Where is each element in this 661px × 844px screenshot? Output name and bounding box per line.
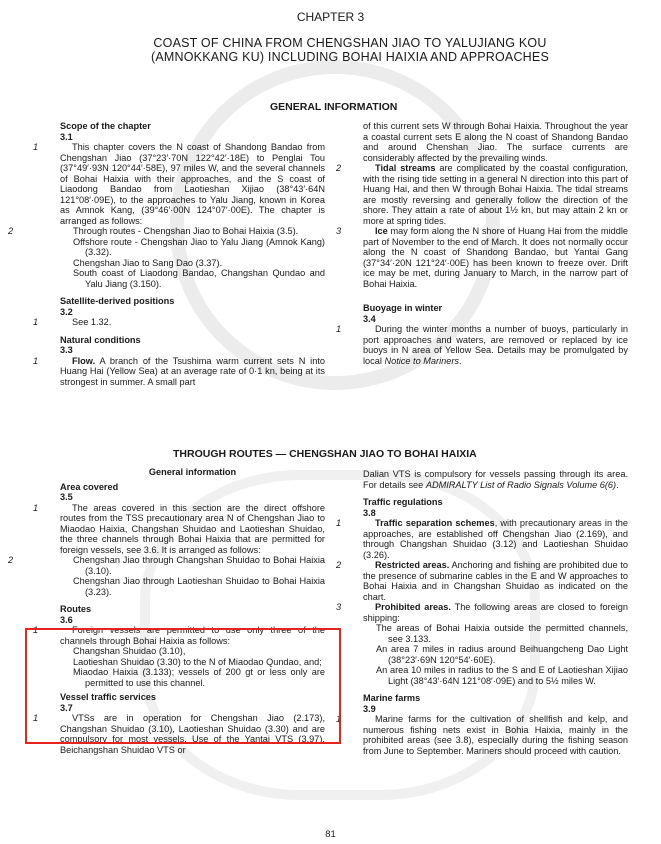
margin-number: 1 (336, 714, 342, 724)
route-item: Laotieshan Shuidao (3.30) to the N of Miaodao Qundao, and; (73, 656, 322, 667)
current-paragraph: of this current sets W through Bohai Haixia. Throughout the year a coastal current sets E along the N coast of Shandong Bandao and around Chenshan Jiao. The surface currents are considerably affected by the prevailing winds. (363, 121, 628, 163)
restricted-areas-paragraph: 2 Restricted areas. Anchoring and fishing are prohibited due to the presence of submarine cables in the E and W approaches to Bohai Haixia and in Changshan Shuidao as indicated on the chart. (336, 560, 628, 602)
tidal-paragraph: 2 Tidal streams are complicated by the coastal configuration, with the rising tide setting in a general N direction into this part of Huang Hai, and then W through Bohai Haixia. The tidal streams are mostly reversing and generally follow the direction of the shore. They attain a rate of about 1½ kn, but may attain 2 kn or more at spring tides. (336, 163, 628, 226)
margin-number: 1 (33, 713, 39, 723)
through-right-column (336, 469, 629, 756)
flow-paragraph: 1 Flow. A branch of the Tsushima warm current sets N into Huang Hai (Yellow Sea) at an average rate of 0·1 kn, being at its strongest in summer. A small part (33, 355, 325, 387)
natural-conditions-heading: Natural conditions (60, 334, 141, 345)
area-covered-number: 3.5 (60, 492, 73, 502)
margin-number: 3 (336, 226, 342, 236)
margin-number: 1 (336, 518, 342, 528)
marine-farms-number: 3.9 (363, 703, 376, 714)
margin-number: 2 (8, 226, 14, 236)
vts-heading: Vessel traffic services (60, 692, 157, 702)
buoyage-heading: Buoyage in winter (363, 303, 443, 313)
traffic-regulations-heading: Traffic regulations (363, 497, 443, 507)
traffic-regulations-number: 3.8 (363, 507, 376, 518)
scope-item: South coast of Liaodong Bandao, Changshan Qundao and Yalu Jiang (3.150). (73, 268, 325, 289)
buoyage-paragraph: 1 During the winter months a number of buoys, particularly in port approaches and waters, are removed or replaced by ice buoys in N area of Yellow Sea. Details may be promulgated by local Notice to Mariners. (336, 324, 628, 366)
satellite-heading: Satellite-derived positions (60, 296, 175, 306)
satellite-paragraph: 1 See 1.32. (33, 317, 112, 327)
area-item: Chengshan Jiao through Laotieshan Shuidao to Bohai Haixia (3.23). (73, 576, 325, 597)
scope-number: 3.1 (60, 131, 73, 142)
prohibited-item: An area 7 miles in radius around Beihuangcheng Dao Light (38°23′·69N 120°54′·60E). (376, 644, 628, 665)
margin-number: 2 (336, 560, 342, 570)
margin-number: 3 (336, 602, 342, 612)
scope-item: Chengshan Jiao to Sang Dao (3.37). (73, 257, 223, 268)
routes-paragraph: 1 Foreign vessels are permitted to use only three of the channels through Bohai Haixia as follows: (33, 625, 325, 646)
marine-farms-paragraph: 1 Marine farms for the cultivation of shellfish and kelp, and numerous fishing nets exist in Bohia Haixia, mainly in the prohibited areas (see 3.8), especially during the fishing season from June to September. Mariners should proceed with caution. (336, 714, 628, 756)
ice-paragraph: 3 Ice may form along the N shore of Huang Hai from the middle part of November to the end of March. It does not normally occur along the N coast of Shandong Bandao, but Yantai Gang (37°34′·20N 121°24′·00E) has been known to freeze over. Drift ice may be met, during January to March, in the narrow part of Bohai Haixia. (336, 226, 628, 289)
tss-paragraph: 1 Traffic separation schemes, with precautionary areas in the approaches, are established off Chengshan Jiao (2.169), and through Changshan Shuidao (3.12) and Laotieshan Shuidao (3.26). (336, 518, 628, 560)
scope-paragraph: 1 This chapter covers the N coast of Shandong Bandao from Chengshan Jiao (37°23′·70N 122°42′·18E) to Penglai Tou (37°49′·93N 120°44′·58E), 97 miles W, and the several channels of Bohai Haixia with their approaches, and the S coast of Liaodong Bandao from Laotieshan Xijiao (38°43′·64N 121°08′·09E), to the approaches to Yalu Jiang, known in Korea as Amnok Kang, (39°46′·00N 124°07′·00E). The chapter is arranged as follows: (33, 142, 325, 226)
dalian-vts-paragraph: Dalian VTS is compulsory for vessels passing through its area. For details see ADMIRALTY List of Radio Signals Volume 6(6). (363, 469, 628, 490)
vts-number: 3.7 (60, 702, 73, 713)
prohibited-item: An area 10 miles in radius to the S and E of Laotieshan Xijiao Light (38°43′·64N 121°08′·09E) and to 5½ miles W. (376, 665, 628, 686)
scope-item: Offshore route - Chengshan Jiao to Yalu Jiang (Amnok Kang) (3.32). (73, 236, 325, 257)
margin-number: 1 (33, 625, 39, 635)
route-item: Miaodao Haixia (3.133); vessels of 200 gt or less only are permitted to use this channel. (73, 667, 325, 688)
margin-number: 1 (33, 355, 39, 366)
chapter-title-line-2: (AMNOKKANG KU) INCLUDING BOHAI HAIXIA AND APPROACHES (151, 50, 549, 64)
scope-heading: Scope of the chapter (60, 121, 151, 131)
routes-heading: Routes (60, 604, 92, 614)
chapter-title-line-1: COAST OF CHINA FROM CHENGSHAN JIAO TO YALUJIANG KOU (153, 36, 547, 50)
general-left-column (8, 121, 325, 387)
prohibited-item: The areas of Bohai Haixia outside the permitted channels, see 3.133. (376, 623, 628, 644)
general-information-heading: GENERAL INFORMATION (270, 101, 398, 113)
buoyage-number: 3.4 (363, 313, 376, 324)
satellite-number: 3.2 (60, 306, 73, 317)
general-right-column (336, 121, 628, 366)
margin-number: 2 (336, 163, 342, 173)
margin-number: 1 (336, 324, 342, 334)
page-number: 81 (325, 829, 336, 840)
scope-item: 2 Through routes - Chengshan Jiao to Bohai Haixia (3.5). (8, 226, 299, 236)
area-covered-paragraph: 1 The areas covered in this section are the direct offshore routes from the TSS precautionary area N of Chengshan Jiao to Miaodao Haixia, Changshan Shuidao and Laotieshan Shuidao, the three channels through Bohai Haixia that are permitted for foreign vessels, see 3.6. It is arranged as follows: (33, 502, 325, 555)
natural-conditions-number: 3.3 (60, 345, 73, 355)
marine-farms-heading: Marine farms (363, 693, 421, 703)
routes-number: 3.6 (60, 614, 73, 625)
chapter-title (60, 36, 640, 64)
general-information-subheading: General information (148, 467, 237, 477)
area-covered-heading: Area covered (60, 481, 119, 492)
vts-paragraph: 1 VTSs are in operation for Chengshan Jiao (2.173), Changshan Shuidao (3.10), Laotieshan Shuidao (3.30) and are compulsory for most vessels. Use of the Yantai VTS (3.97), Beichangshan Shuidao VTS or (33, 713, 325, 755)
chapter-label: CHAPTER 3 (296, 10, 365, 24)
route-item: Changshan Shuidao (3.10), (73, 646, 186, 656)
margin-number: 1 (33, 317, 39, 327)
routes-highlight-box (25, 628, 341, 744)
margin-number: 1 (33, 502, 39, 513)
margin-number: 1 (33, 142, 39, 152)
through-routes-heading: THROUGH ROUTES — CHENGSHAN JIAO TO BOHAI HAIXIA (173, 448, 477, 460)
prohibited-areas-paragraph: 3 Prohibited areas. The following areas are closed to foreign shipping: (336, 602, 629, 623)
area-item: 2 Chengshan Jiao through Changshan Shuidao to Bohai Haixia (3.10). (8, 555, 325, 576)
margin-number: 2 (8, 555, 14, 565)
